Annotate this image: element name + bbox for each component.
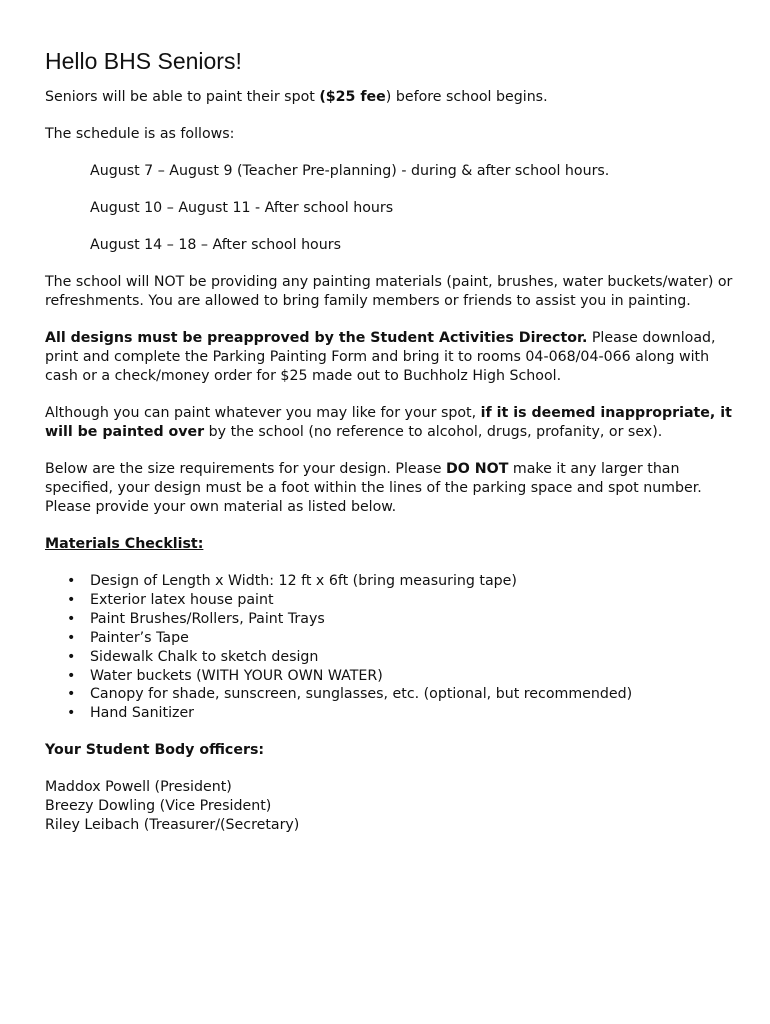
page-title: Hello BHS Seniors! (45, 48, 242, 74)
materials-checklist (45, 572, 735, 723)
appropriate-text: Although you can paint whatever you may like for your spot, (45, 405, 481, 421)
checklist-item-label: Exterior latex house paint (90, 591, 274, 608)
bullet-icon: • (67, 573, 76, 589)
schedule-intro: The schedule is as follows: (45, 126, 235, 142)
bullet-icon: • (67, 629, 76, 646)
bullet-icon: • (67, 591, 76, 608)
checklist-item-label: Water buckets (WITH YOUR OWN WATER) (90, 667, 383, 684)
checklist-item-label: Hand Sanitizer (90, 705, 195, 722)
checklist-item-label: Paint Brushes/Rollers, Paint Trays (90, 610, 325, 627)
intro-paragraph (45, 88, 735, 107)
appropriate-paragraph (45, 404, 735, 442)
intro-text: Seniors will be able to paint their spot (45, 89, 320, 105)
checklist-item (45, 629, 735, 648)
officer-entry: Riley Leibach (Treasurer/(Secretary) (45, 817, 300, 834)
approval-paragraph (45, 329, 735, 386)
checklist-item (45, 572, 735, 591)
bullet-icon: • (67, 648, 76, 665)
fee-text: ($25 fee (319, 89, 386, 105)
checklist-item (45, 685, 735, 704)
appropriate-bold: if it is deemed inappropriate, it will be painted over (45, 405, 732, 440)
checklist-item (45, 591, 735, 610)
checklist-item-label: Painter’s Tape (90, 629, 189, 646)
approval-text: Please download, print and complete the Parking Painting Form and bring it to rooms 04-068/04-066 along with cash or a check/money order for $25 made out to Buchholz High School. (45, 330, 716, 384)
appropriate-text-end: by the school (no reference to alcohol, drugs, profanity, or sex). (204, 424, 663, 440)
officer-entry: Maddox Powell (President) (45, 779, 232, 796)
officers-heading (45, 741, 735, 760)
document-page (45, 46, 735, 835)
bullet-icon: • (67, 610, 76, 627)
checklist-item (45, 667, 735, 686)
size-paragraph (45, 460, 735, 517)
materials-note: The school will NOT be providing any painting materials (paint, brushes, water buckets/water) or refreshments. You are allowed to bring family members or friends to assist you in painting. (45, 274, 733, 309)
schedule-item: August 10 – August 11 - After school hours (90, 200, 394, 216)
size-bold: DO NOT (445, 461, 509, 477)
officer-entry: Breezy Dowling (Vice President) (45, 798, 272, 815)
bullet-icon: • (67, 686, 76, 703)
intro-text-end: ) before school begins. (385, 89, 548, 105)
officers-list (45, 778, 735, 835)
size-text: Below are the size requirements for your design. Please (45, 461, 446, 477)
checklist-item-label: Design of Length x Width: 12 ft x 6ft (bring measuring tape) (90, 573, 517, 589)
checklist-item (45, 704, 735, 723)
bullet-icon: • (67, 667, 76, 684)
schedule-item: August 14 – 18 – After school hours (90, 237, 341, 253)
checklist-heading: Materials Checklist: (45, 536, 204, 552)
checklist-item (45, 610, 735, 629)
checklist-item-label: Sidewalk Chalk to sketch design (90, 648, 319, 665)
officers-heading-text: Your Student Body officers: (45, 742, 265, 759)
bullet-icon: • (67, 705, 76, 722)
size-text-end: make it any larger than specified, your design must be a foot within the lines of the parking space and spot number. Please provide your own material as listed below. (45, 461, 702, 515)
schedule-item: August 7 – August 9 (Teacher Pre-planning) - during & after school hours. (90, 163, 610, 179)
checklist-item (45, 648, 735, 667)
checklist-item-label: Canopy for shade, sunscreen, sunglasses, etc. (optional, but recommended) (90, 686, 633, 703)
approval-bold: All designs must be preapproved by the Student Activities Director. (45, 330, 588, 346)
